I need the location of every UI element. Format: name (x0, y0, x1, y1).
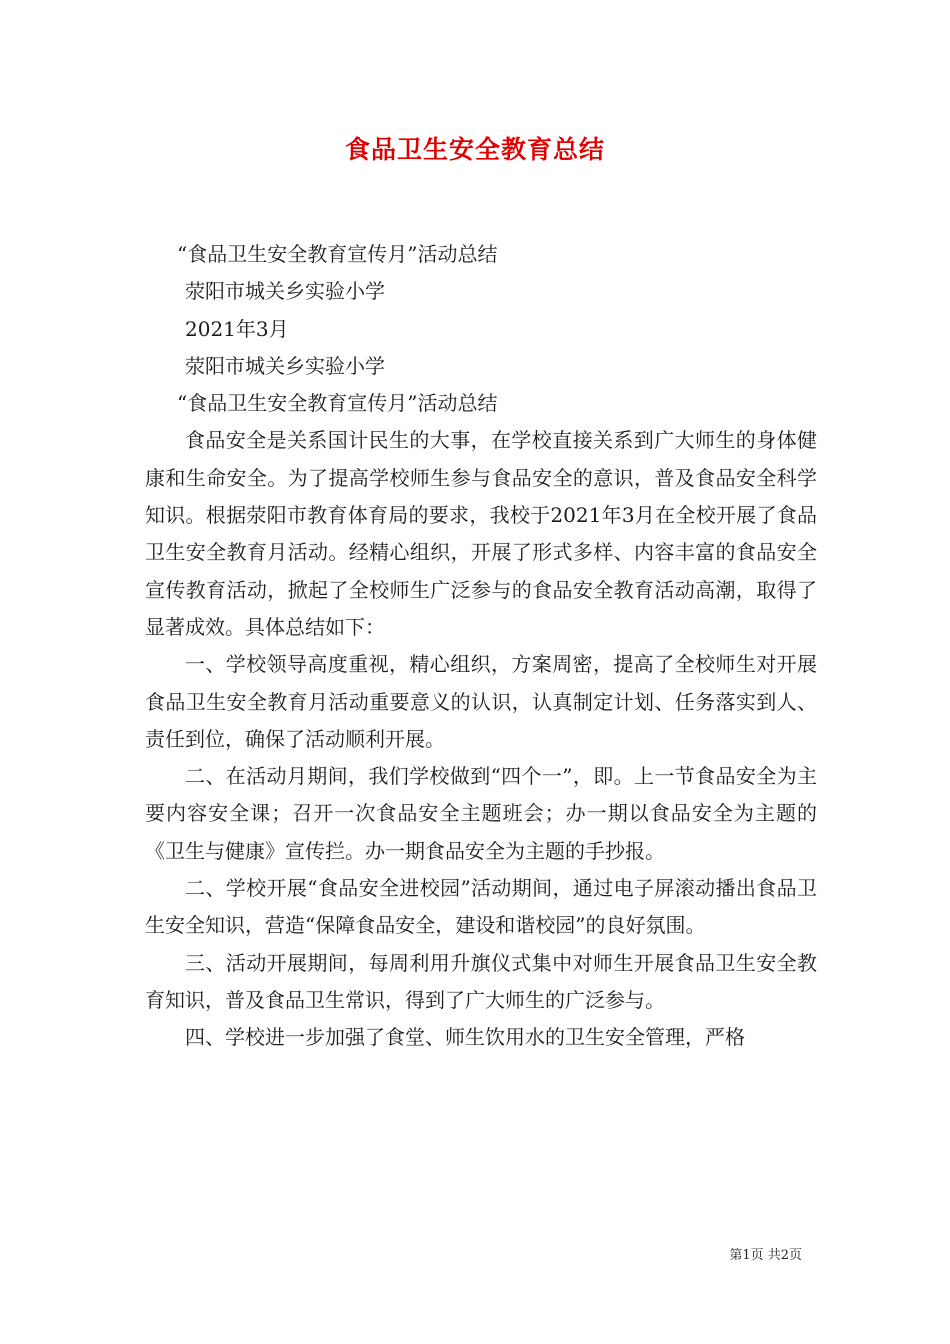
document-title: 食品卫生安全教育总结 (344, 135, 605, 164)
paragraph: 二、学校开展“食品安全进校园”活动期间，通过电子屏滚动播出食品卫生安全知识，营造“保障食品安全，建设和谐校园”的良好氛围。 (145, 876, 817, 938)
paragraph: 二、在活动月期间，我们学校做到“四个一”，即。上一节食品安全为主要内容安全课；召开一次食品安全主题班会；办一期以食品安全为主题的《卫生与健康》宣传拦。办一期食品安全为主题的手抄报。 (145, 764, 817, 863)
school-name-line: 荥阳市城关乡实验小学 (185, 279, 385, 304)
paragraph: 一、学校领导高度重视，精心组织，方案周密，提高了全校师生对开展食品卫生安全教育月活动重要意义的认识，认真制定计划、任务落实到人、责任到位，确保了活动顺利开展。 (145, 652, 817, 751)
subtitle-line: “食品卫生安全教育宣传月”活动总结 (177, 391, 498, 416)
school-name-line: 荥阳市城关乡实验小学 (185, 353, 385, 378)
date-line: 2021年3月 (185, 316, 289, 341)
paragraph: 三、活动开展期间，每周利用升旗仪式集中对师生开展食品卫生安全教育知识，普及食品卫生常识，得到了广大师生的广泛参与。 (145, 950, 817, 1012)
subtitle-line: “食品卫生安全教育宣传月”活动总结 (177, 242, 498, 266)
paragraph: 食品安全是关系国计民生的大事，在学校直接关系到广大师生的身体健康和生命安全。为了提高学校师生参与食品安全的意识，普及食品安全科学知识。根据荥阳市教育体育局的要求，我校于2021年3月在全校开展了食品卫生安全教育月活动。经精心组织，开展了形式多样、内容丰富的食品安全宣传教育活动，掀起了全校师生广泛参与的食品安全教育活动高潮，取得了显著成效。具体总结如下： (145, 428, 817, 639)
paragraph: 四、学校进一步加强了食堂、师生饮用水的卫生安全管理，严格 (185, 1025, 745, 1050)
page-number: 第1页 共2页 (729, 1248, 802, 1263)
document-body (145, 236, 817, 1057)
